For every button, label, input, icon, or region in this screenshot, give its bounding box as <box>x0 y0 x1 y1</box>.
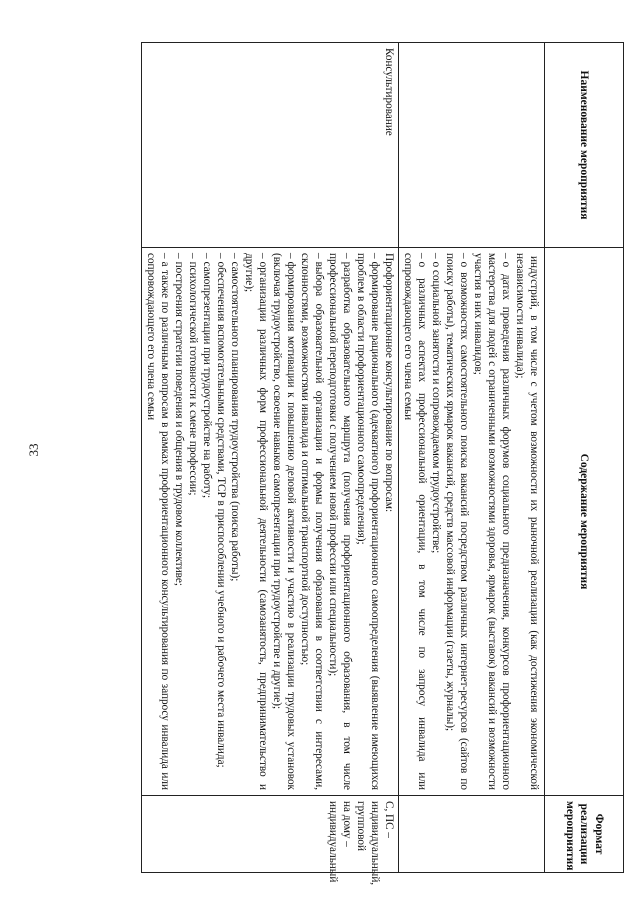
row-content-cell <box>399 248 545 796</box>
content-item: –организации различных форм профессиональной деятельности (самозанятость, предпринимательство и другие); <box>243 253 269 790</box>
content-item: –о различных аспектах профессиональной ориентации, в том числе по запросу инвалида или сопровождающего его члена семьи <box>402 253 428 790</box>
row-name-cell <box>399 43 545 248</box>
header-content: Содержание мероприятия <box>545 248 624 796</box>
content-item: –формирование рационального (адекватного) профориентационного самоопределения (выявление имеющихся проблем в области профориентационного самоопределения); <box>355 253 381 790</box>
page-number: 33 <box>26 443 41 457</box>
content-item: –формирования мотивации к повышению деловой активности и участию в реализации трудовых установок (включая трудоустройство, освоение навыков самопрезентации при трудоустройстве и другие); <box>271 253 297 790</box>
content-intro: Профориентационное консультирование по вопросам: <box>383 253 395 513</box>
format-line: С, ПС – <box>383 801 395 838</box>
table-header-row <box>545 43 624 873</box>
content-item: –о возможностях самостоятельного поиска вакансий посредством различных интернет-ресурсов (сайтов по поиску работы), тематических ярмарок вакансий, средств массовой информации (газеты, журналы); <box>444 253 470 790</box>
content-item: –а также по различным вопросам в рамках профориентационного консультирования по запросу инвалида или сопровождающего его члена семьи <box>145 253 171 790</box>
content-item: –самопрезентации при трудоустройстве на работу; <box>201 253 213 499</box>
header-format: Формат реализации мероприятия <box>545 796 624 873</box>
row-format-cell <box>142 796 399 886</box>
events-table <box>141 42 624 886</box>
content-item: –построения стратегии поведения и общения в трудовом коллективе; <box>173 253 185 586</box>
content-item: индустрий, в том числе с учетом возможности их рыночной реализации (как достижения экономической независимости инвалида); <box>514 253 540 790</box>
row-content-cell <box>142 248 399 796</box>
table-row <box>142 43 399 873</box>
row-name-cell: Консультирование <box>142 43 399 248</box>
format-line: индивидуальный <box>327 801 339 883</box>
content-item: –о социальной занятости и сопровождаемом трудоустройстве; <box>430 253 442 554</box>
table-row <box>399 43 545 873</box>
content-item: –самостоятельного планирования трудоустройства (поиска работы); <box>229 253 241 582</box>
format-line: на дому – <box>341 801 353 847</box>
rotated-page <box>64 42 624 886</box>
header-name: Наименование мероприятия <box>545 43 624 248</box>
content-item: –разработка образовательного маршрута (получения профориентационного образования, в том числе профессиональной переподготовки с получением новой профессии или специальности); <box>327 253 353 790</box>
content-item: –выбора образовательной организации и формы получения образования в соответствии с интересами, склонностями, возможностями инвалида и оптимальной транспортной доступностью; <box>299 253 325 790</box>
format-line: групповой <box>355 801 367 851</box>
content-item: –о датах проведения различных форумов социального предназначения, конкурсов профориентационного мастерства для людей с ограниченными возможностями здоровья, ярмарок (выставок) вакансий и возможности участия в них инвалидов; <box>472 253 512 790</box>
content-item: –обеспечения вспомогательными средствами, ТСР в приспособлении учебного и рабочего места инвалида; <box>215 253 227 768</box>
content-item: –психологической готовности к смене профессии; <box>187 253 199 496</box>
format-line: индивидуальный, <box>369 801 381 886</box>
row-format-cell <box>399 796 545 873</box>
